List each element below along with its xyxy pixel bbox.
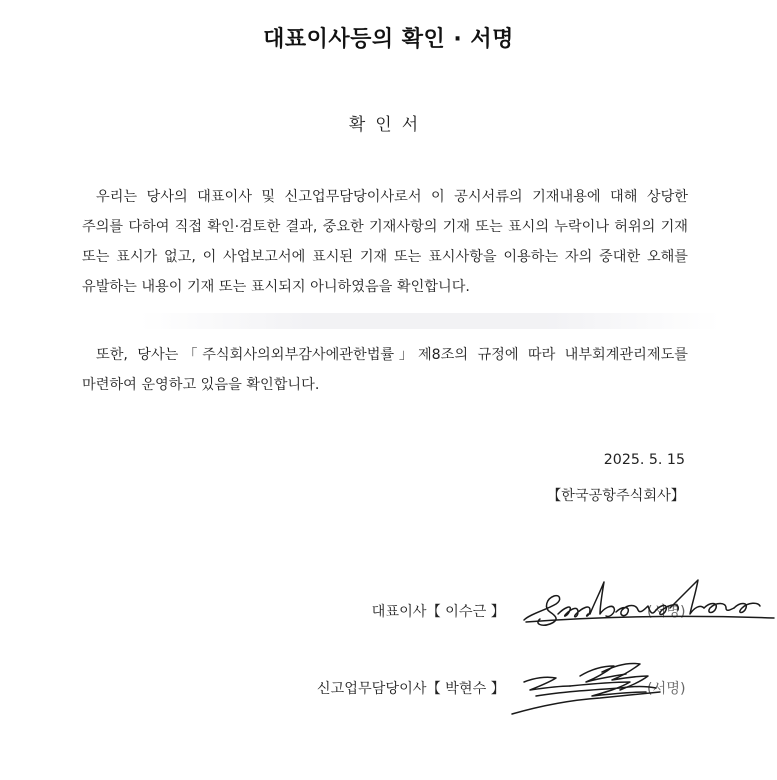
document-date: 2025. 5. 15 bbox=[603, 452, 685, 468]
company-name: 【한국공항주식회사】 bbox=[546, 488, 685, 504]
ceo-signatory-line: 대표이사【 이수근 】 bbox=[371, 604, 505, 620]
internal-control-paragraph: 또한, 당사는「주식회사의외부감사에관한법률」제8조의 규정에 따라 내부회계관리제도를 마련하여 운영하고 있음을 확인합니다. bbox=[82, 347, 688, 393]
ceo-signature-mark-label: (서명) bbox=[647, 604, 686, 620]
ceo-handwritten-signature bbox=[520, 574, 777, 634]
confirmation-paragraph: 우리는 당사의 대표이사 및 신고업무담당이사로서 이 공시서류의 기재내용에 대해 상당한 주의를 다하여 직접 확인·검토한 결과, 중요한 기재사항의 기재 또는 표시의 누락이나 허위의 기재 또는 표시가 없고, 이 사업보고서에 표시된 기재 또는 표시사항을 이용하는 자의 중대한 오해를 유발하는 내용이 기재 또는 표시되지 아니하였음을 확인합니다. bbox=[82, 189, 688, 295]
scan-smudge bbox=[140, 313, 720, 329]
disclosure-officer-signatory-line: 신고업무담당이사【 박현수 】 bbox=[316, 681, 505, 697]
disclosure-officer-handwritten-signature bbox=[510, 656, 685, 718]
document-title: 대표이사등의 확인 · 서명 bbox=[263, 27, 514, 52]
disclosure-officer-signature-mark-label: (서명) bbox=[647, 681, 686, 697]
document-subtitle: 확인서 bbox=[348, 115, 429, 135]
